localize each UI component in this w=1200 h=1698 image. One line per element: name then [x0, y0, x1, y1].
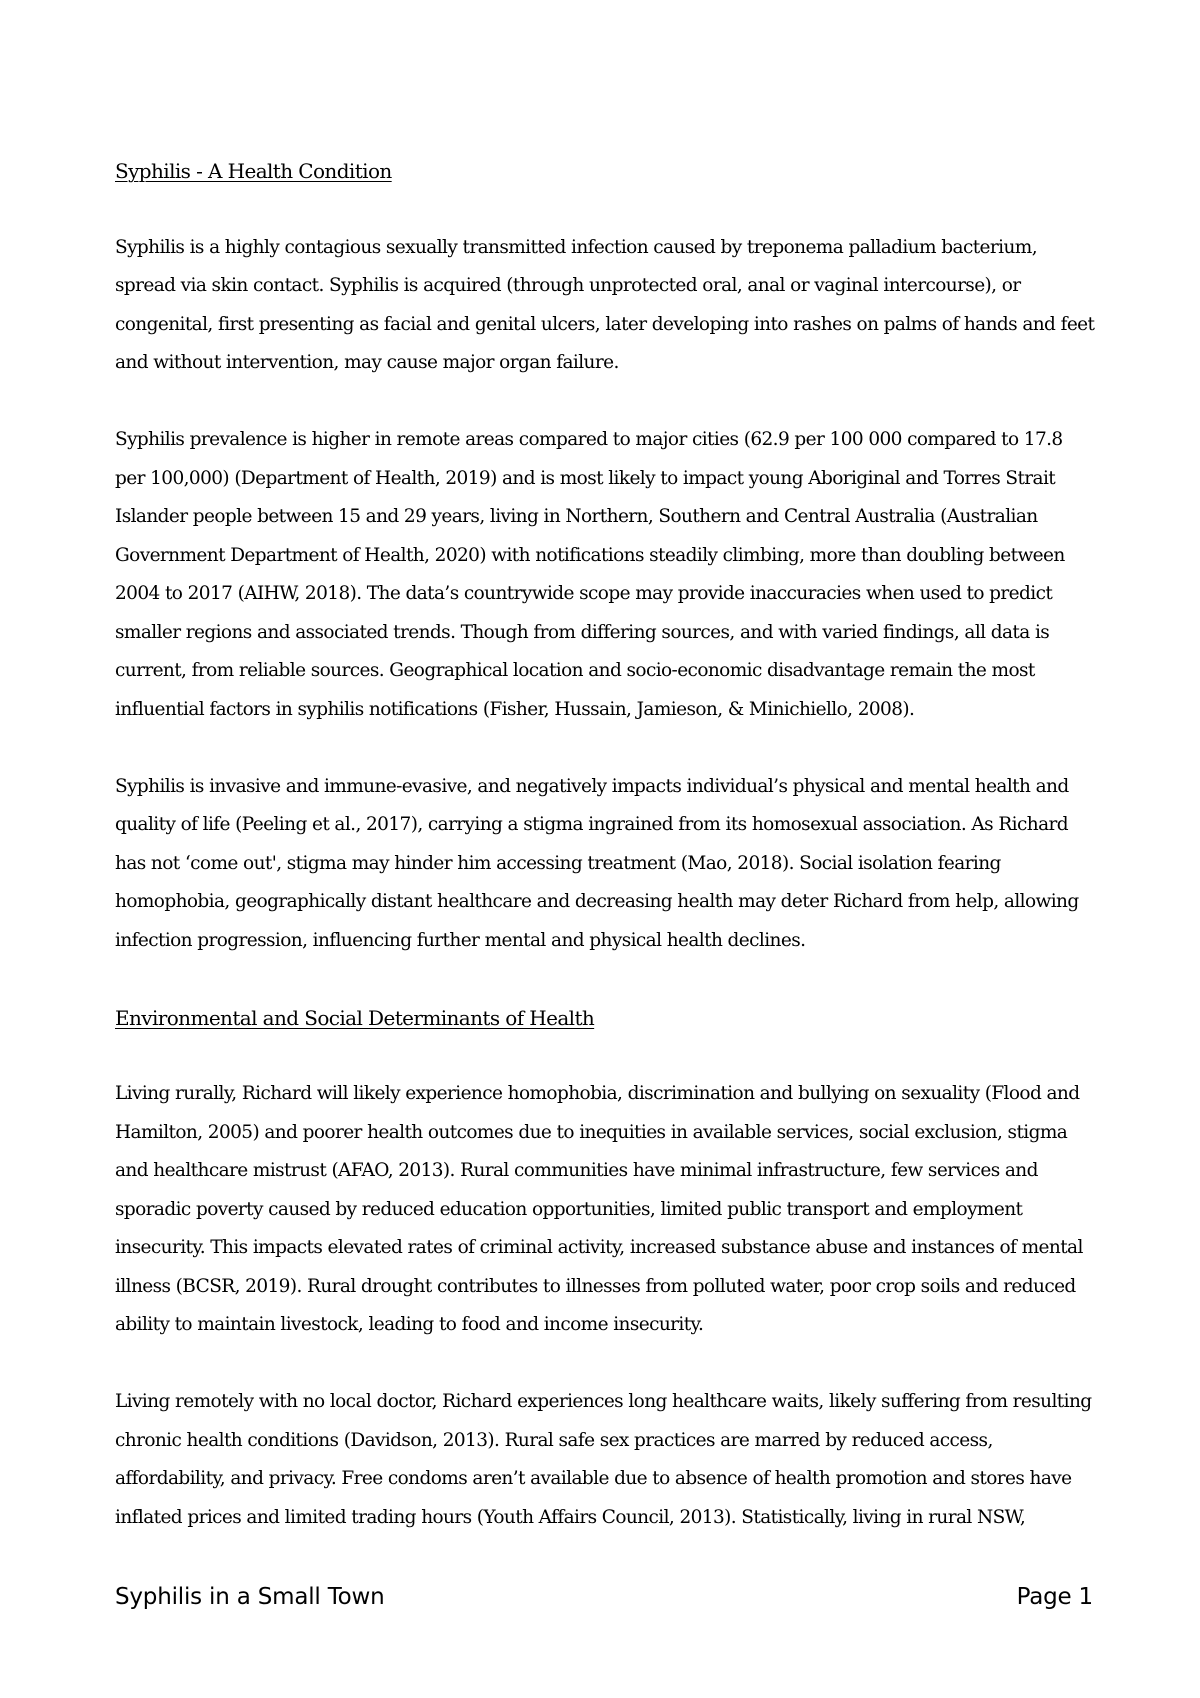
- paragraph: Syphilis is a highly contagious sexually transmitted infection caused by treponema palladium bacterium, spread via skin contact. Syphilis is acquired (through unprotected oral, anal or vaginal intercourse), or congenital, first presenting as facial and genital ulcers, later developing into rashes on palms of hands and feet and without intervention, may cause major organ failure.: [115, 236, 1095, 373]
- document-body: [115, 152, 1095, 1576]
- paragraph: Syphilis is invasive and immune-evasive, and negatively impacts individual’s physical and mental health and quality of life (Peeling et al., 2017), carrying a stigma ingrained from its homosexual association. As Richard has not ‘come out', stigma may hinder him accessing treatment (Mao, 2018). Social isolation fearing homophobia, geographically distant healthcare and decreasing health may deter Richard from help, allowing infection progression, influencing further mental and physical health declines.: [115, 775, 1079, 951]
- paragraph: Living rurally, Richard will likely experience homophobia, discrimination and bullying on sexuality (Flood and Hamilton, 2005) and poorer health outcomes due to inequities in available services, social exclusion, stigma and healthcare mistrust (AFAO, 2013). Rural communities have minimal infrastructure, few services and sporadic poverty caused by reduced education opportunities, limited public transport and employment insecurity. This impacts elevated rates of criminal activity, increased substance abuse and instances of mental illness (BCSR, 2019). Rural drought contributes to illnesses from polluted water, poor crop soils and reduced ability to maintain livestock, leading to food and income insecurity.: [115, 1083, 1083, 1335]
- footer-title: Syphilis in a Small Town: [115, 1584, 385, 1610]
- section-heading-determinants: Environmental and Social Determinants of Health: [115, 1005, 595, 1030]
- paragraph: Living remotely with no local doctor, Richard experiences long healthcare waits, likely suffering from resulting chronic health conditions (Davidson, 2013). Rural safe sex practices are marred by reduced access, affordability, and privacy. Free condoms aren’t available due to absence of health promotion and stores have inflated prices and limited trading hours (Youth Affairs Council, 2013). Statistically, living in rural NSW,: [115, 1391, 1092, 1528]
- section-heading-syphilis: Syphilis - A Health Condition: [115, 159, 392, 183]
- page-footer: [115, 1582, 1093, 1612]
- page-number: Page 1: [1016, 1584, 1093, 1610]
- paragraph: Syphilis prevalence is higher in remote areas compared to major cities (62.9 per 100 000 compared to 17.8 per 100,000) (Department of Health, 2019) and is most likely to impact young Aboriginal and Torres Strait Islander people between 15 and 29 years, living in Northern, Southern and Central Australia (Australian Government Department of Health, 2020) with notifications steadily climbing, more than doubling between 2004 to 2017 (AIHW, 2018). The data’s countrywide scope may provide inaccuracies when used to predict smaller regions and associated trends. Though from differing sources, and with varied findings, all data is current, from reliable sources. Geographical location and socio-economic disadvantage remain the most influential factors in syphilis notifications (Fisher, Hussain, Jamieson, & Minichiello, 2008).: [115, 429, 1065, 720]
